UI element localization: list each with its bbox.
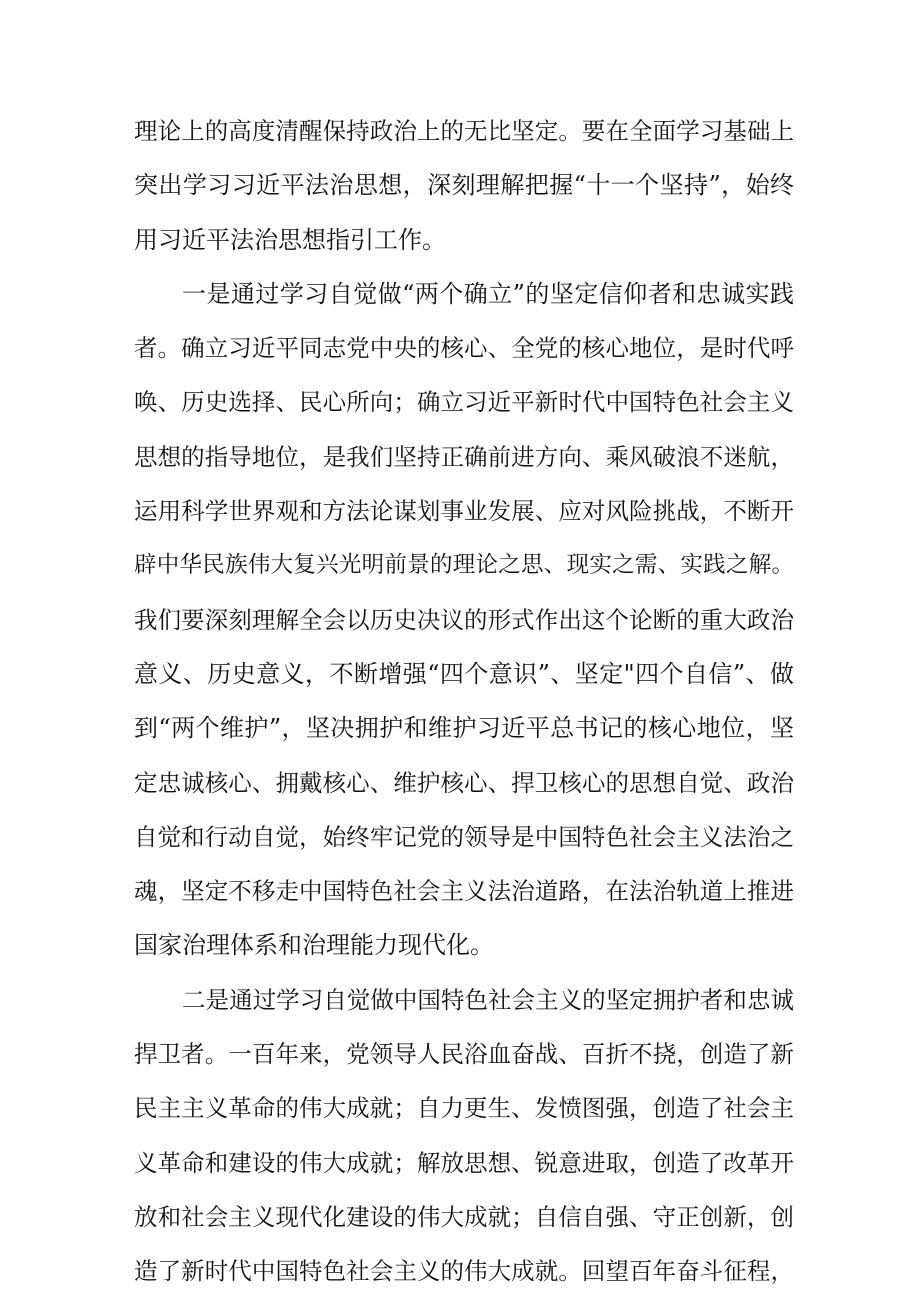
text-line: 运用科学世界观和方法论谋划事业发展、应对风险挑战，不断开 <box>134 497 794 526</box>
text-line: 一是通过学习自觉做“两个确立”的坚定信仰者和忠诚实践 <box>182 279 794 308</box>
text-line: 突出学习习近平法治思想，深刻理解把握“十一个坚持”，始终 <box>134 171 794 200</box>
document-body <box>134 104 794 1299</box>
text-line: 者。确立习近平同志党中央的核心、全党的核心地位，是时代呼 <box>134 334 794 363</box>
text-line: 辟中华民族伟大复兴光明前景的理论之思、现实之需、实践之解。 <box>134 552 794 579</box>
paragraph-socialism <box>134 973 794 1299</box>
text-line: 捍卫者。一百年来，党领导人民浴血奋战、百折不挠，创造了新 <box>134 1040 794 1069</box>
paragraph-continuation <box>134 104 794 267</box>
text-line: 我们要深刻理解全会以历史决议的形式作出这个论断的重大政治 <box>134 605 794 634</box>
text-line: 到“两个维护”，坚决拥护和维护习近平总书记的核心地位，坚 <box>134 714 794 743</box>
text-line: 用习近平法治思想指引工作。 <box>134 225 446 254</box>
text-line: 国家治理体系和治理能力现代化。 <box>134 931 494 960</box>
text-line: 定忠诚核心、拥戴核心、维护核心、捍卫核心的思想自觉、政治 <box>134 768 794 797</box>
text-line: 理论上的高度清醒保持政治上的无比坚定。要在全面学习基础上 <box>134 117 794 145</box>
text-line: 意义、历史意义，不断增强“四个意识”、坚定"四个自信”、做 <box>134 659 794 688</box>
text-line: 放和社会主义现代化建设的伟大成就；自信自强、守正创新，创 <box>134 1202 794 1231</box>
text-line: 义革命和建设的伟大成就；解放思想、锐意进取，创造了改革开 <box>134 1148 794 1177</box>
text-line: 唤、历史选择、民心所向；确立习近平新时代中国特色社会主义 <box>134 388 794 417</box>
paragraph-two-establishments <box>134 267 794 973</box>
text-line: 自觉和行动自觉，始终牢记党的领导是中国特色社会主义法治之 <box>134 822 794 851</box>
text-line: 造了新时代中国特色社会主义的伟大成就。回望百年奋斗征程， <box>134 1257 794 1286</box>
text-line: 二是通过学习自觉做中国特色社会主义的坚定拥护者和忠诚 <box>182 985 794 1014</box>
text-line: 民主主义革命的伟大成就；自力更生、发愤图强，创造了社会主 <box>134 1094 794 1123</box>
text-line: 魂，坚定不移走中国特色社会主义法治道路，在法治轨道上推进 <box>134 877 794 906</box>
text-line: 思想的指导地位，是我们坚持正确前进方向、乘风破浪不迷航， <box>134 442 794 471</box>
